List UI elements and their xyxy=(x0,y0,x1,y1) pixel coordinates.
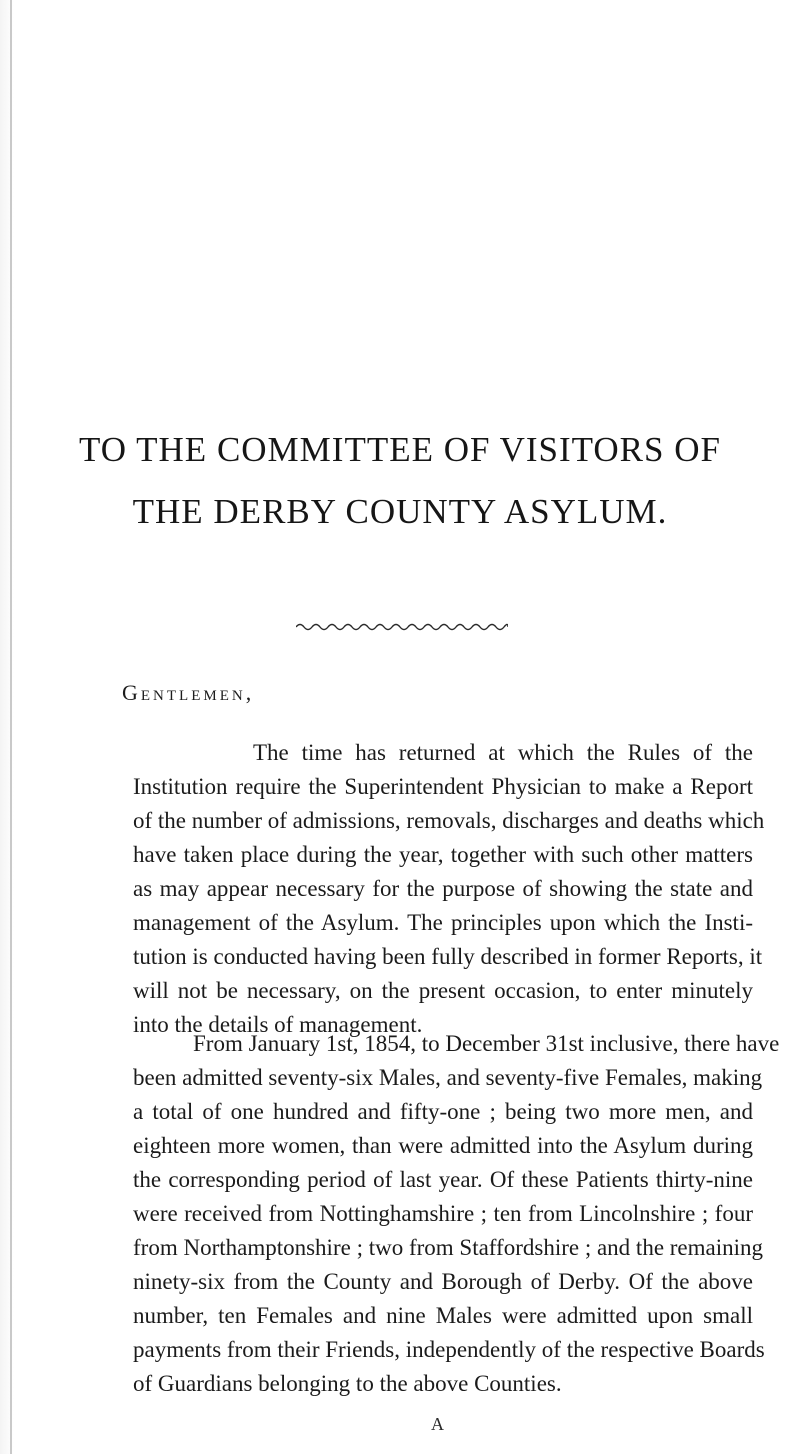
paragraph-line: management of the Asylum. The principles upon which the Insti- xyxy=(133,910,753,935)
paragraph-line: a total of one hundred and fifty-one ; being two more men, and xyxy=(133,1099,753,1124)
paragraph-line: Institution require the Superintendent Physician to make a Report xyxy=(133,774,753,799)
paragraph-line: tution is conducted having been fully described in former Reports, it xyxy=(133,944,763,969)
heading-line-1: TO THE COMMITTEE OF VISITORS OF xyxy=(79,430,721,469)
paragraph-line: number, ten Females and nine Males were admitted upon small xyxy=(133,1303,753,1328)
paragraph-line: as may appear necessary for the purpose of showing the state and xyxy=(133,876,753,901)
paragraph-2 xyxy=(133,1027,780,1401)
paragraph-line: been admitted seventy-six Males, and seventy-five Females, making xyxy=(133,1065,763,1090)
paragraph-line: were received from Nottinghamshire ; ten from Lincolnshire ; four xyxy=(133,1201,753,1226)
paragraph-1 xyxy=(133,736,765,1042)
paragraph-line: from Northamptonshire ; two from Staffordshire ; and the remaining xyxy=(133,1235,764,1260)
signature-mark: A xyxy=(431,1414,444,1434)
paragraph-line: eighteen more women, than were admitted into the Asylum during xyxy=(133,1133,753,1158)
paragraph-line: will not be necessary, on the present occasion, to enter minutely xyxy=(133,978,753,1003)
paragraph-line: ninety-six from the County and Borough of Derby. Of the above xyxy=(133,1269,753,1294)
paragraph-line: have taken place during the year, together with such other matters xyxy=(133,842,753,867)
salutation: Gentlemen, xyxy=(122,680,255,705)
paragraph-line: of the number of admissions, removals, discharges and deaths which xyxy=(133,808,765,833)
paragraph-line: The time has returned at which the Rules of the xyxy=(253,740,753,765)
paragraph-line: payments from their Friends, independently of the respective Boards xyxy=(133,1337,765,1362)
paragraph-line: From January 1st, 1854, to December 31st inclusive, there have xyxy=(193,1031,780,1056)
paragraph-line: into the details of management. xyxy=(133,1012,423,1037)
wavy-rule-ornament xyxy=(296,620,508,634)
paragraph-line: of Guardians belonging to the above Counties. xyxy=(133,1371,562,1396)
paragraph-line: the corresponding period of last year. Of these Patients thirty-nine xyxy=(133,1167,753,1192)
heading-line-2: THE DERBY COUNTY ASYLUM. xyxy=(132,492,668,531)
page-binding-line xyxy=(10,0,12,1454)
